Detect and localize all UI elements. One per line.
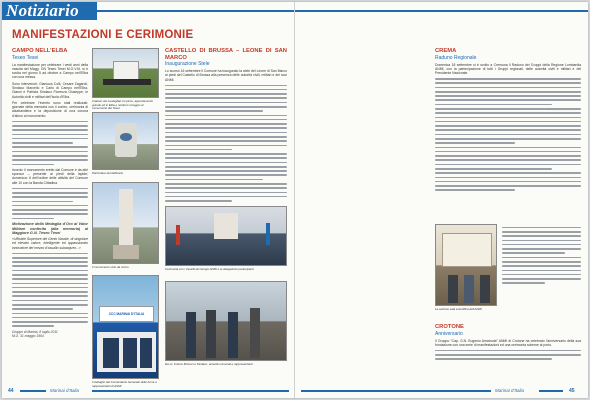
crema-subtitle: Raduno Regionale bbox=[435, 54, 477, 61]
section-header-right bbox=[295, 2, 588, 20]
campo-paragraph-3: Per celebrare l’evento sono stati realizzati: giornate della memoria con il corteo, cerimonia di alzabandiera e la deposizione di una corona d’alloro al monumento. bbox=[12, 100, 88, 118]
crema-caption: La sezione sala scientifica dell’ANMI bbox=[435, 307, 482, 311]
photo-caption-2: Particolare del delfinario. bbox=[92, 171, 124, 175]
magazine-spread bbox=[2, 2, 588, 398]
castello-body: Lo scorso 16 settembre il Comune ha inaugurato la stele del Leone di San Marco ai piedi del Castello di Brussa alla presenza delle autorità civili, militari e dei soci ANMI. bbox=[165, 69, 287, 82]
photo-caption-4: Il dettaglio del Comandante Generale delle Arma e rappresentanti di ANMI bbox=[92, 380, 157, 388]
crema-column-continued bbox=[502, 224, 581, 287]
campo-intro: La manifestazione per celebrare i venti anni della nascita del Magg. GN Teseo Tesei M.O.V.M. si è svolta nel giorno 5 ad ottobre a Campo nell’Elba con una messa. bbox=[12, 62, 88, 80]
castello-subtitle: Inaugurazione Stele bbox=[165, 61, 210, 67]
campo-paragraph-2: Sono intervenuti: Gianluca Colli, Cesare Zagaroli, Sindaco Marcello e Carlo di Campo nell’Elba, Gianni e Patrizia Sindaco Fiorenza Giuseppe, le Autorità civili e militari dell’Isola d’Elba. bbox=[12, 81, 88, 99]
medal-motivation-text: «Ufficiale Superiore del Genio Navale, di singolare ed elevato valore, intelligente ed appassionato innovatore del mezzo d’assalto subacqueo...» bbox=[12, 237, 88, 250]
photo-crema-hall bbox=[435, 224, 497, 306]
section-title: Notiziario bbox=[6, 2, 79, 20]
campo-column bbox=[12, 48, 88, 338]
photo-caption-3: Il monumento visto da vicino. bbox=[92, 265, 130, 269]
page-main-title: MANIFESTAZIONI E CERIMONIE bbox=[12, 29, 194, 41]
crotone-body: Il Gruppo “Cap. G.N. Eugenio Amatruda” ANMI di Crotone ha celebrato l’anniversario della sua fondazione con una serie di manifestazioni ed una cerimonia solenne al porto. bbox=[435, 338, 581, 347]
photo-caption-1: Il labaro dei medagliati col picco, appuntamento grande ed in Elba e rendono omaggio al monumento del Tesei. bbox=[92, 99, 154, 110]
crotone-title: CROTONE bbox=[435, 324, 464, 330]
brussa-caption-2: Da sx: Franco Minucci e Sindaco, autorità comunali e rappresentanti. bbox=[165, 362, 254, 366]
castello-column bbox=[165, 48, 287, 204]
photo-monument-ceremony bbox=[92, 48, 159, 98]
crema-column bbox=[435, 48, 581, 194]
photo-brussa-authorities bbox=[165, 281, 287, 361]
crema-title: CREMA bbox=[435, 48, 457, 54]
campo-title: CAMPO NELL’ELBA bbox=[12, 48, 68, 54]
campo-bullets: ricordo: il monumento eretto dal Comune e da altri sponsor – presente ai piedi della lapide; domenica: 6 dell’ordine delle attività del Comune alle 10 con la Banda Cittadina. bbox=[12, 167, 88, 185]
magazine-name-left: Marinai d’Italia bbox=[50, 388, 80, 393]
ship-sign-text: CCC MARINAI D’ITALIA bbox=[108, 312, 145, 316]
photo-brussa-ceremony bbox=[165, 206, 287, 266]
photo-monument-closeup bbox=[92, 182, 159, 264]
page-number-right: 45 bbox=[569, 388, 575, 394]
crotone-column bbox=[435, 324, 581, 363]
photo-anmi-banner bbox=[92, 275, 159, 379]
crema-body: Domenica 18 settembre si è svolto a Cremona il Raduno dei Gruppi della Regione Lombardia ANMI, con la partecipazione di tutti i Gruppi regionali, delle autorità civili e militari e del Presidente Nazionale. bbox=[435, 62, 581, 76]
page-number-left: 44 bbox=[8, 388, 14, 394]
right-page bbox=[295, 2, 588, 398]
campo-subtitle: Teseo Tesei bbox=[12, 54, 39, 61]
left-page bbox=[2, 2, 295, 398]
brussa-caption-1: Cerimonia con i Vessilli dei Gruppi ANMI e le delegazioni partecipanti. bbox=[165, 267, 255, 271]
magazine-name-right: Marinai d’Italia bbox=[495, 388, 525, 393]
campo-body-lines bbox=[12, 121, 88, 165]
signature: Gruppo di Marina, 8 luglio 2011 M.O. 31 maggio 1964 bbox=[12, 329, 58, 338]
left-footer bbox=[2, 387, 295, 395]
section-header bbox=[2, 2, 295, 20]
castello-title: CASTELLO DI BRUSSA – LEONE DI SAN MARCO bbox=[165, 48, 287, 61]
medal-motivation-heading: Motivazione della Medaglia d’Oro al Valor Militare conferita (alla memoria) al Maggiore G.N. Teseo Tesei bbox=[12, 222, 88, 236]
right-footer bbox=[295, 387, 588, 395]
crotone-subtitle: Anniversario bbox=[435, 330, 463, 337]
photo-dolphin-detail bbox=[92, 112, 159, 170]
